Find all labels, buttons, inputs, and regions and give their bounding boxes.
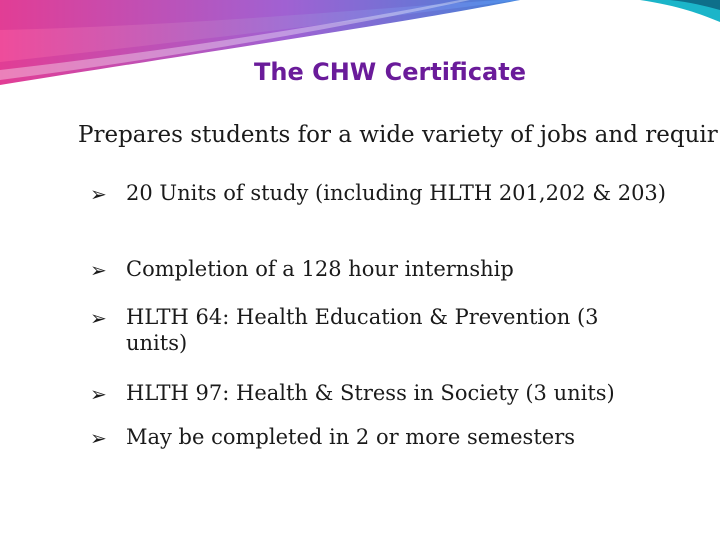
arrow-bullet-icon: ➢ xyxy=(90,182,107,206)
bullet-text: HLTH 64: Health Education & Prevention (3 units) xyxy=(126,305,599,355)
arrow-bullet-icon: ➢ xyxy=(90,426,107,450)
bullet-item xyxy=(90,424,690,451)
bullet-item xyxy=(90,256,690,283)
bullet-text: HLTH 97: Health & Stress in Society (3 units) xyxy=(126,381,615,405)
bullet-text: Completion of a 128 hour internship xyxy=(126,257,514,281)
bullet-item xyxy=(90,180,690,207)
intro-text: Prepares students for a wide variety of jobs and requir xyxy=(78,122,718,148)
bullet-text: 20 Units of study (including HLTH 201,202 & 203) xyxy=(126,181,666,205)
arrow-bullet-icon: ➢ xyxy=(90,382,107,406)
arrow-bullet-icon: ➢ xyxy=(90,258,107,282)
slide-title: The CHW Certificate xyxy=(253,58,526,86)
arrow-bullet-icon: ➢ xyxy=(90,306,107,330)
bullet-item xyxy=(90,380,690,407)
bullet-item xyxy=(90,304,690,356)
bullet-text: May be completed in 2 or more semesters xyxy=(126,425,576,449)
